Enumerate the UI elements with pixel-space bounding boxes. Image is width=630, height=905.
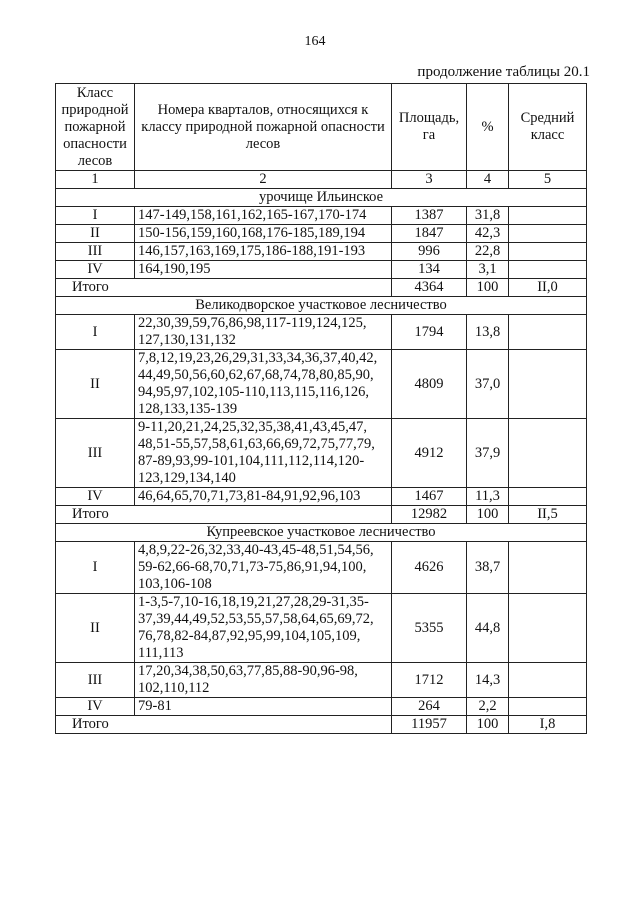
table-row xyxy=(56,207,587,225)
column-number: 2 xyxy=(135,171,392,189)
total-row xyxy=(56,716,587,734)
fire-class-cell: IV xyxy=(56,488,135,506)
total-avg-class: I,8 xyxy=(509,716,587,734)
fire-class-cell: IV xyxy=(56,261,135,279)
total-avg-class: II,5 xyxy=(509,506,587,524)
column-number: 4 xyxy=(467,171,509,189)
percent-cell: 44,8 xyxy=(467,594,509,663)
column-number: 5 xyxy=(509,171,587,189)
quarters-cell: 164,190,195 xyxy=(135,261,392,279)
avg-class-cell xyxy=(509,261,587,279)
header-avg-class: Средний класс xyxy=(509,84,587,171)
quarters-cell: 146,157,163,169,175,186-188,191-193 xyxy=(135,243,392,261)
fire-class-cell: II xyxy=(56,594,135,663)
percent-cell: 11,3 xyxy=(467,488,509,506)
avg-class-cell xyxy=(509,663,587,698)
quarters-cell: 17,20,34,38,50,63,77,85,88-90,96-98, 102,110,112 xyxy=(135,663,392,698)
table-row xyxy=(56,350,587,419)
area-cell: 134 xyxy=(392,261,467,279)
section-title: Великодворское участковое лесничество xyxy=(56,297,587,315)
header-quarters: Номера кварталов, относящихся к классу природной пожарной опасности лесов xyxy=(135,84,392,171)
fire-danger-table xyxy=(55,83,587,734)
table-row xyxy=(56,663,587,698)
table-row xyxy=(56,698,587,716)
table-row xyxy=(56,225,587,243)
total-percent: 100 xyxy=(467,506,509,524)
area-cell: 264 xyxy=(392,698,467,716)
avg-class-cell xyxy=(509,698,587,716)
percent-cell: 42,3 xyxy=(467,225,509,243)
table-row xyxy=(56,261,587,279)
table-row xyxy=(56,315,587,350)
total-row xyxy=(56,279,587,297)
avg-class-cell xyxy=(509,350,587,419)
percent-cell: 31,8 xyxy=(467,207,509,225)
header-area: Площадь, га xyxy=(392,84,467,171)
total-label: Итого xyxy=(56,279,392,297)
avg-class-cell xyxy=(509,315,587,350)
column-number: 1 xyxy=(56,171,135,189)
area-cell: 1794 xyxy=(392,315,467,350)
total-area: 4364 xyxy=(392,279,467,297)
section-title: урочище Ильинское xyxy=(56,189,587,207)
table-row xyxy=(56,243,587,261)
avg-class-cell xyxy=(509,243,587,261)
area-cell: 4626 xyxy=(392,542,467,594)
section-title-row xyxy=(56,524,587,542)
fire-class-cell: I xyxy=(56,207,135,225)
fire-class-cell: IV xyxy=(56,698,135,716)
percent-cell: 3,1 xyxy=(467,261,509,279)
table-row xyxy=(56,488,587,506)
page-number: 164 xyxy=(304,34,326,49)
fire-class-cell: II xyxy=(56,350,135,419)
quarters-cell: 7,8,12,19,23,26,29,31,33,34,36,37,40,42, 44,49,50,56,60,62,67,68,74,78,80,85,90, 94,95,97,102,105-110,113,115,116,126, 128,133,135-139 xyxy=(135,350,392,419)
fire-class-cell: III xyxy=(56,419,135,488)
total-avg-class: II,0 xyxy=(509,279,587,297)
percent-cell: 37,9 xyxy=(467,419,509,488)
fire-class-cell: I xyxy=(56,542,135,594)
area-cell: 1712 xyxy=(392,663,467,698)
section-title-row xyxy=(56,297,587,315)
area-cell: 1467 xyxy=(392,488,467,506)
header-class: Класс природной пожарной опасности лесов xyxy=(56,84,135,171)
percent-cell: 2,2 xyxy=(467,698,509,716)
header-percent: % xyxy=(467,84,509,171)
fire-class-cell: II xyxy=(56,225,135,243)
total-row xyxy=(56,506,587,524)
section-title-row xyxy=(56,189,587,207)
percent-cell: 37,0 xyxy=(467,350,509,419)
table-body xyxy=(56,189,587,734)
quarters-cell: 1-3,5-7,10-16,18,19,21,27,28,29-31,35- 37,39,44,49,52,53,55,57,58,64,65,69,72, 76,78,82-84,87,92,95,99,104,105,109, 111,113 xyxy=(135,594,392,663)
total-percent: 100 xyxy=(467,716,509,734)
avg-class-cell xyxy=(509,419,587,488)
area-cell: 4912 xyxy=(392,419,467,488)
avg-class-cell xyxy=(509,594,587,663)
area-cell: 4809 xyxy=(392,350,467,419)
fire-class-cell: I xyxy=(56,315,135,350)
total-area: 11957 xyxy=(392,716,467,734)
quarters-cell: 79-81 xyxy=(135,698,392,716)
table-row xyxy=(56,594,587,663)
percent-cell: 13,8 xyxy=(467,315,509,350)
quarters-cell: 4,8,9,22-26,32,33,40-43,45-48,51,54,56, 59-62,66-68,70,71,73-75,86,91,94,100, 103,106-108 xyxy=(135,542,392,594)
quarters-cell: 9-11,20,21,24,25,32,35,38,41,43,45,47, 48,51-55,57,58,61,63,66,69,72,75,77,79, 87-89,93,99-101,104,111,112,114,120- 123,129,134,140 xyxy=(135,419,392,488)
area-cell: 1387 xyxy=(392,207,467,225)
quarters-cell: 46,64,65,70,71,73,81-84,91,92,96,103 xyxy=(135,488,392,506)
total-label: Итого xyxy=(56,506,392,524)
header-row xyxy=(56,84,587,171)
column-number-row xyxy=(56,171,587,189)
area-cell: 996 xyxy=(392,243,467,261)
total-label: Итого xyxy=(56,716,392,734)
area-cell: 5355 xyxy=(392,594,467,663)
avg-class-cell xyxy=(509,207,587,225)
avg-class-cell xyxy=(509,225,587,243)
total-percent: 100 xyxy=(467,279,509,297)
percent-cell: 22,8 xyxy=(467,243,509,261)
quarters-cell: 22,30,39,59,76,86,98,117-119,124,125, 127,130,131,132 xyxy=(135,315,392,350)
column-number: 3 xyxy=(392,171,467,189)
fire-class-cell: III xyxy=(56,663,135,698)
avg-class-cell xyxy=(509,488,587,506)
quarters-cell: 150-156,159,160,168,176-185,189,194 xyxy=(135,225,392,243)
table-continuation-note: продолжение таблицы 20.1 xyxy=(417,64,590,80)
table-row xyxy=(56,542,587,594)
table-row xyxy=(56,419,587,488)
percent-cell: 38,7 xyxy=(467,542,509,594)
area-cell: 1847 xyxy=(392,225,467,243)
fire-class-cell: III xyxy=(56,243,135,261)
section-title: Купреевское участковое лесничество xyxy=(56,524,587,542)
quarters-cell: 147-149,158,161,162,165-167,170-174 xyxy=(135,207,392,225)
percent-cell: 14,3 xyxy=(467,663,509,698)
total-area: 12982 xyxy=(392,506,467,524)
avg-class-cell xyxy=(509,542,587,594)
